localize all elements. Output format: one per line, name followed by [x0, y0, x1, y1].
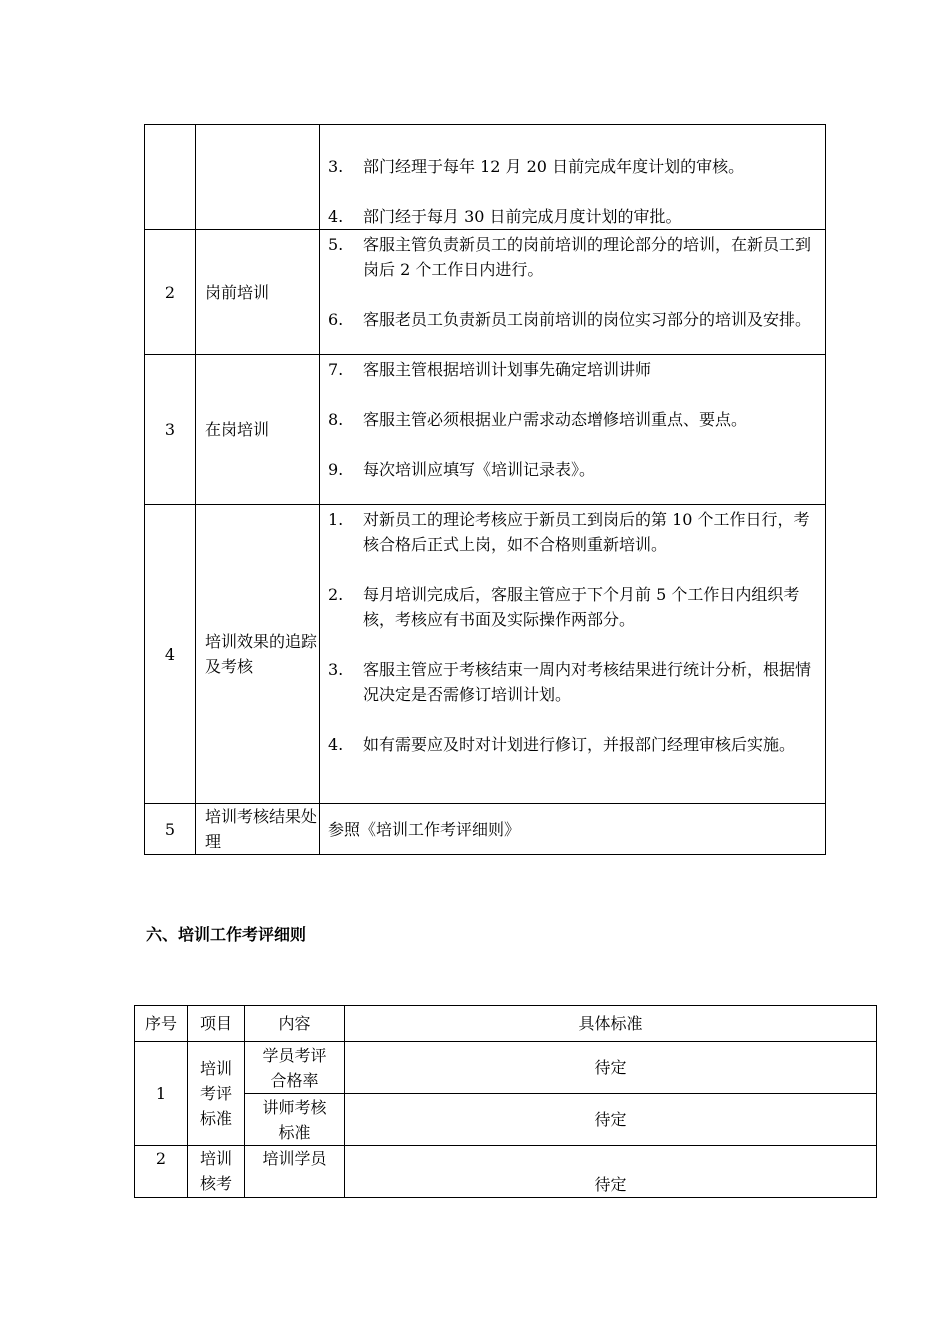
list-item: 6. 客服老员工负责新员工岗前培训的岗位实习部分的培训及安排。: [328, 310, 812, 329]
row-number: 1: [135, 1042, 188, 1146]
table-row: [145, 505, 826, 804]
row-number: 3: [145, 355, 196, 505]
row-content: 参照《培训工作考评细则》: [320, 804, 826, 855]
list-item: 3. 客服主管应于考核结束一周内对考核结果进行统计分析，根据情况决定是否需修订培训计划。: [328, 660, 812, 704]
table-row: [135, 1094, 877, 1146]
row-content: [320, 125, 826, 230]
header-content: 内容: [245, 1006, 345, 1042]
list-item: 4. 部门经于每月 30 日前完成月度计划的审批。: [328, 207, 682, 226]
training-process-table: [144, 124, 826, 855]
row-item: 培训效果的追踪及考核: [196, 505, 320, 804]
header-item: 项目: [188, 1006, 245, 1042]
row-number: 2: [145, 230, 196, 355]
row-item: [196, 125, 320, 230]
row-item: 岗前培训: [196, 230, 320, 355]
header-index: 序号: [135, 1006, 188, 1042]
table-row: [145, 125, 826, 230]
list-item: 8. 客服主管必须根据业户需求动态增修培训重点、要点。: [328, 410, 748, 429]
row-standard: 待定: [345, 1042, 877, 1094]
row-standard: 待定: [345, 1094, 877, 1146]
row-content: [320, 230, 826, 355]
row-standard: 待定: [345, 1146, 877, 1198]
row-number: 5: [145, 804, 196, 855]
table-row: [135, 1146, 877, 1198]
evaluation-criteria-table: [134, 1005, 877, 1198]
list-item: 4. 如有需要应及时对计划进行修订，并报部门经理审核后实施。: [328, 735, 796, 754]
table-row: [145, 355, 826, 505]
table-row: [145, 804, 826, 855]
row-item: 培训核考: [188, 1146, 245, 1198]
row-content: 讲师考核标准: [245, 1094, 345, 1146]
row-content: [320, 355, 826, 505]
list-item: 1. 对新员工的理论考核应于新员工到岗后的第 10 个工作日行，考核合格后正式上岗，如不合格则重新培训。: [328, 510, 810, 554]
table-row: [145, 230, 826, 355]
row-content: [320, 505, 826, 804]
row-number: [145, 125, 196, 230]
list-item: 2. 每月培训完成后，客服主管应于下个月前 5 个工作日内组织考核，考核应有书面及实际操作两部分。: [328, 585, 800, 629]
row-number: 4: [145, 505, 196, 804]
list-item: 3. 部门经理于每年 12 月 20 日前完成年度计划的审核。: [328, 157, 745, 176]
table-row: [135, 1042, 877, 1094]
row-item: 培训考评标准: [188, 1042, 245, 1146]
row-content: 学员考评合格率: [245, 1042, 345, 1094]
row-item: 在岗培训: [196, 355, 320, 505]
list-item: 5. 客服主管负责新员工的岗前培训的理论部分的培训，在新员工到岗后 2 个工作日内进行。: [328, 235, 812, 279]
table-header-row: [135, 1006, 877, 1042]
row-content: 培训学员: [245, 1146, 345, 1198]
list-item: 7. 客服主管根据培训计划事先确定培训讲师: [328, 360, 652, 379]
list-item: 9. 每次培训应填写《培训记录表》。: [328, 460, 596, 479]
row-number: 2: [135, 1146, 188, 1198]
header-standard: 具体标准: [345, 1006, 877, 1042]
row-item: 培训考核结果处理: [196, 804, 320, 855]
section-title: 六、培训工作考评细则: [146, 925, 307, 944]
